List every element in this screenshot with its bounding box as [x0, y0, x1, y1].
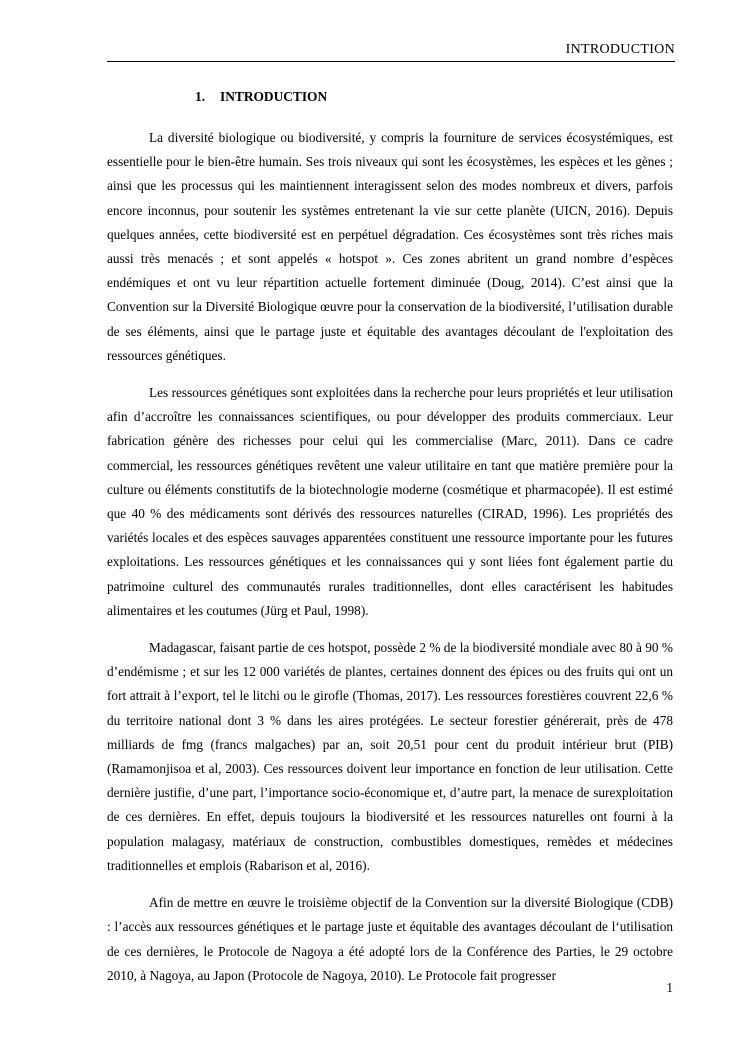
section-number: 1.	[195, 89, 206, 104]
section-heading	[195, 88, 327, 106]
page-number: 1	[666, 980, 673, 995]
paragraph-nagoya-protocol: Afin de mettre en œuvre le troisième objectif de la Convention sur la diversité Biologique (CDB) : l’accès aux ressources génétiques et le partage juste et équitable des avantages découlant de l‘utilisation de ces dernières, le Protocole de Nagoya a été adopté lors de la Conférence des Parties, le 29 octobre 2010, à Nagoya, au Japon (Protocole de Nagoya, 2010). Le Protocole fait progresser	[107, 895, 673, 983]
body-text	[107, 126, 673, 1001]
running-header-title: INTRODUCTION	[565, 42, 675, 57]
section-title: INTRODUCTION	[220, 89, 328, 104]
running-header	[107, 40, 675, 62]
paragraph-madagascar: Madagascar, faisant partie de ces hotspot, possède 2 % de la biodiversité mondiale avec 80 à 90 % d’endémisme ; et sur les 12 000 variétés de plantes, certaines donnent des épices ou des fruits qui ont un fort attrait à l’export, tel le litchi ou le girofle (Thomas, 2017). Les ressources forestières couvrent 22,6 % du territoire national dont 3 % dans les aires protégées. Le secteur forestier générerait, près de 478 milliards de fmg (francs malgaches) par an, soit 20,51 pour cent du produit intérieur brut (PIB) (Ramamonjisoa et al, 2003). Ces ressources doivent leur importance en fonction de leur utilisation. Cette dernière justifie, d’une part, l’importance socio-économique et, d’autre part, la menace de surexploitation de ces dernières. En effet, depuis toujours la biodiversité et les ressources naturelles ont fourni à la population malagasy, matériaux de construction, combustibles domestiques, remèdes et médecines traditionnelles et emplois (Rabarison et al, 2016).	[107, 640, 673, 873]
paragraph-biodiversity: La diversité biologique ou biodiversité, y compris la fourniture de services écosystémiques, est essentielle pour le bien-être humain. Ses trois niveaux qui sont les écosystèmes, les espèces et les gènes ; ainsi que les processus qui les maintiennent interagissent selon des modes nombreux et divers, parfois encore inconnus, pour soutenir les systèmes entretenant la vie sur cette planète (UICN, 2016). Depuis quelques années, cette biodiversité est en perpétuel dégradation. Ces écosystèmes sont très riches mais aussi très menacés ; et sont appelés « hotspot ». Ces zones abritent un grand nombre d’espèces endémiques et ont vu leur répartition actuelle fortement diminuée (Doug, 2014). C’est ainsi que la Convention sur la Diversité Biologique œuvre pour la conservation de la biodiversité, l’utilisation durable de ses éléments, ainsi que le partage juste et équitable des avantages découlant de l'exploitation des ressources génétiques.	[107, 130, 673, 363]
paragraph-genetic-resources: Les ressources génétiques sont exploitées dans la recherche pour leurs propriétés et leur utilisation afin d’accroître les connaissances scientifiques, ou pour développer des produits commerciaux. Leur fabrication génère des richesses pour celui qui les commercialise (Marc, 2011). Dans ce cadre commercial, les ressources génétiques revêtent une valeur utilitaire en tant que matière première pour la culture ou éléments constitutifs de la biotechnologie moderne (cosmétique et pharmacopée). Il est estimé que 40 % des médicaments sont dérivés des ressources naturelles (CIRAD, 1996). Les propriétés des variétés locales et des espèces sauvages apparentées constituent une ressource importante pour les futures exploitations. Les ressources génétiques et les connaissances qui y sont liées font également partie du patrimoine culturel des communautés rurales traditionnelles, dont elles caractérisent les habitudes alimentaires et les coutumes (Jürg et Paul, 1998).	[107, 385, 673, 618]
